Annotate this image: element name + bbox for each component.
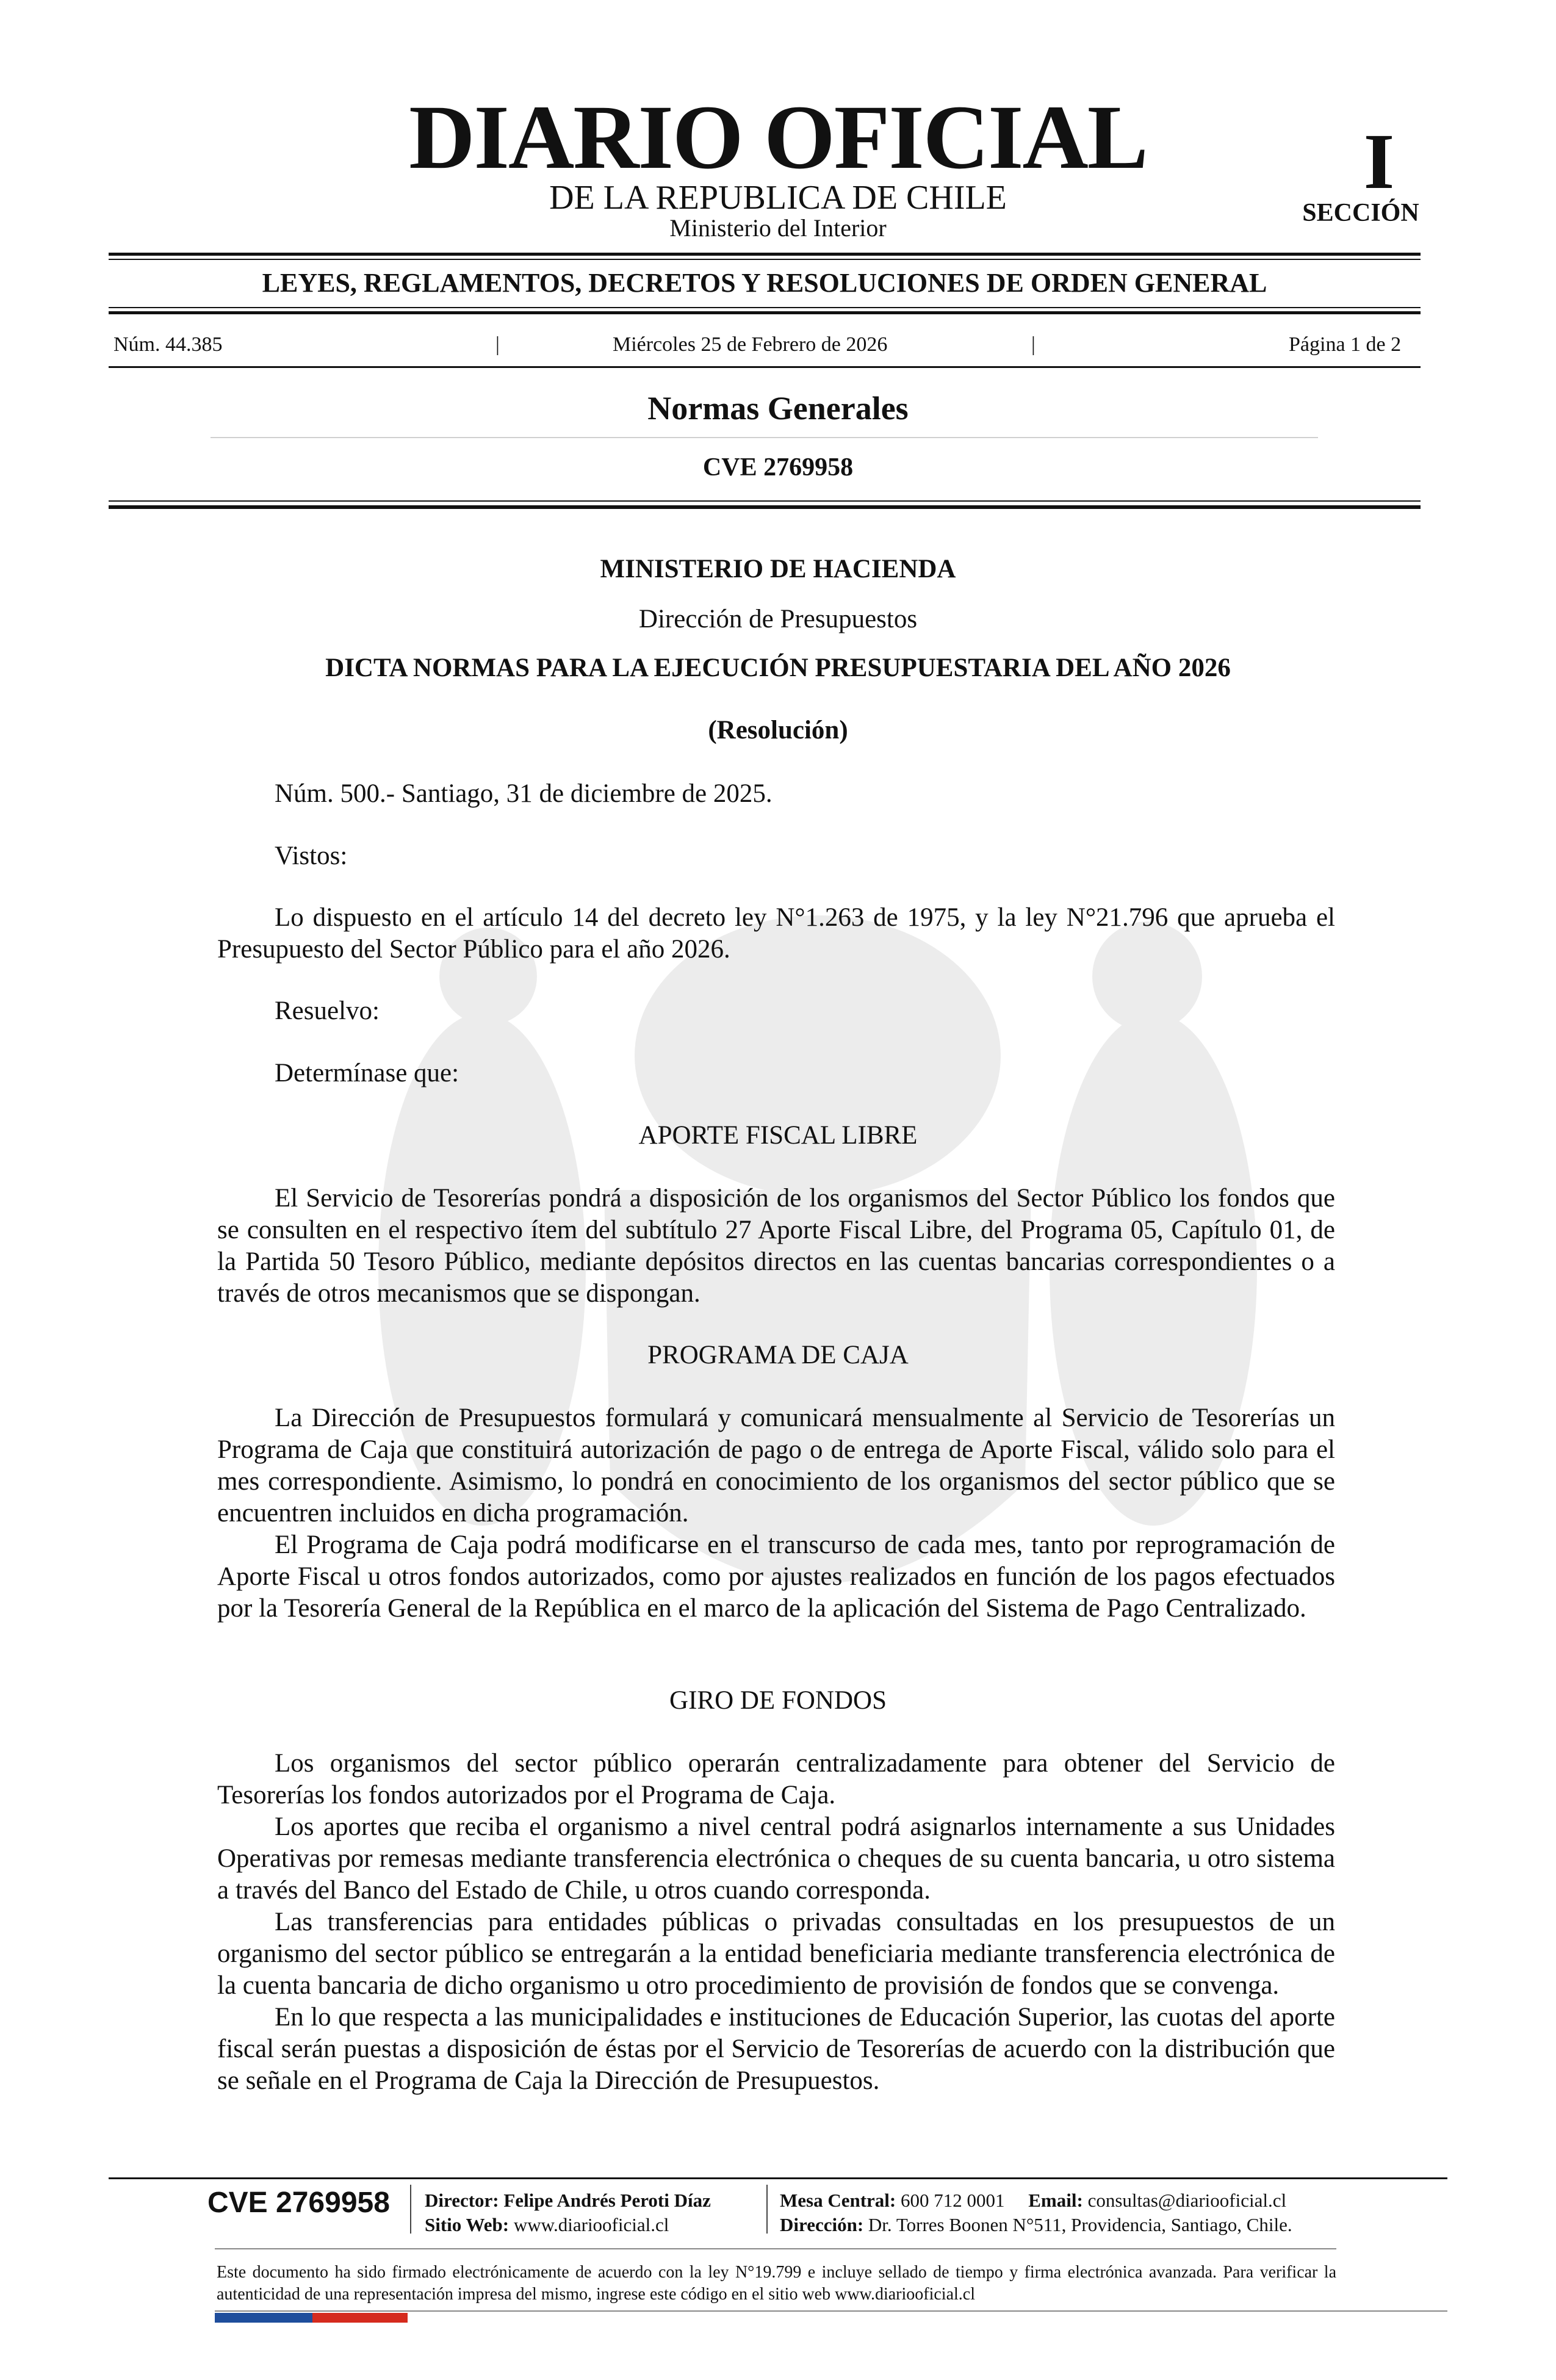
resuelvo-label: Resuelvo: (275, 997, 380, 1025)
paragraph: Los organismos del sector público operarán centralizadamente para obtener del Servicio de Tesorerías los fondos autorizados por el Programa de Caja. (217, 1749, 1335, 1809)
footer-rule (109, 2177, 1447, 2179)
email-label: Email: (1028, 2190, 1083, 2211)
banner-heading: LEYES, REGLAMENTOS, DECRETOS Y RESOLUCIONES DE ORDEN GENERAL (262, 268, 1267, 298)
banner-rule-thin (109, 307, 1421, 308)
doc-number-line: Núm. 500.- Santiago, 31 de diciembre de 2025. (275, 779, 773, 808)
vistos-label: Vistos: (275, 842, 348, 870)
paragraph: En lo que respecta a las municipalidades e instituciones de Educación Superior, las cuotas del aporte fiscal serán puestas a disposición de éstas por el Servicio de Tesorerías de acuerdo con la distribución que se señale en el Programa de Caja la Dirección de Presupuestos. (217, 2003, 1335, 2095)
section-heading: APORTE FISCAL LIBRE (638, 1121, 918, 1150)
email-link[interactable]: consultas@diariooficial.cl (1087, 2190, 1287, 2211)
banner-rule (109, 311, 1421, 314)
section-body (217, 1402, 1335, 1625)
doc-type: (Resolución) (708, 716, 848, 745)
meta-rule (109, 366, 1421, 368)
address-label: Dirección: (780, 2214, 864, 2235)
footer-divider (766, 2185, 768, 2234)
masthead-rule-top (109, 253, 1421, 256)
masthead-ministry: Ministerio del Interior (669, 214, 887, 242)
section-title-rule (211, 437, 1318, 438)
footer-disclaimer: Este documento ha sido firmado electrónicamente de acuerdo con la ley N°19.799 e incluye sellado de tiempo y firma electrónica avanzada. Para verificar la autenticidad de una representación impresa del mismo, ingrese este código en el sitio web www.diariooficial.cl (217, 2263, 1336, 2304)
masthead-subtitle: DE LA REPUBLICA DE CHILE (549, 179, 1007, 217)
website-link[interactable]: www.diariooficial.cl (513, 2214, 669, 2235)
paragraph: Las transferencias para entidades públicas o privadas consultadas en los presupuestos de un organismo del sector público se entregarán a la entidad beneficiaria mediante transferencia electrónica de la cuenta bancaria de dicho organismo u otro procedimiento de provisión de fondos que se convenga. (217, 1908, 1335, 2000)
paragraph: La Dirección de Presupuestos formulará y comunicará mensualmente al Servicio de Tesorerías un Programa de Caja que constituirá autorización de pago o de entrega de Aporte Fiscal, válido solo para el mes correspondiente. Asimismo, lo pondrá en conocimiento de los organismos del sector público que se encuentren incluidos en dicha programación. (217, 1404, 1335, 1527)
cve-rule-thin (109, 500, 1421, 502)
paragraph: Los aportes que reciba el organismo a nivel central podrá asignarlos internamente a sus Unidades Operativas por remesas mediante transferencia electrónica o cheques de su cuenta bancaria, u otro sistema a través del Banco del Estado de Chile, u otros cuando corresponda. (217, 1812, 1335, 1905)
determinase-label: Determínase que: (275, 1059, 459, 1087)
website-label: Sitio Web: (425, 2214, 510, 2235)
section-label: SECCIÓN (1302, 199, 1419, 227)
director-name: Felipe Andrés Peroti Díaz (503, 2190, 711, 2211)
paragraph: El Servicio de Tesorerías pondrá a disposición de los organismos del Sector Público los fondos que se consulten en el respectivo ítem del subtítulo 27 Aporte Fiscal Libre, del Programa 05, Capítulo 01, de la Partida 50 Tesoro Público, mediante depósitos directos en las cuentas bancarias correspondientes o a través de otros mecanismos que se dispongan. (217, 1184, 1335, 1308)
section-body (217, 1183, 1335, 1310)
section-heading: PROGRAMA DE CAJA (647, 1341, 909, 1369)
phone-number: 600 712 0001 (901, 2190, 1005, 2211)
address-text: Dr. Torres Boonen N°511, Providencia, Santiago, Chile. (868, 2214, 1292, 2235)
footer-cve: CVE 2769958 (207, 2187, 390, 2219)
issue-number: Núm. 44.385 (113, 333, 223, 356)
footer-divider (410, 2185, 411, 2234)
phone-label: Mesa Central: (780, 2190, 896, 2211)
cve-rule (109, 505, 1421, 509)
footer-director (425, 2188, 711, 2213)
flag-stripe-red (312, 2313, 408, 2323)
section-body (217, 1748, 1335, 2097)
footer-website (425, 2213, 669, 2237)
footer-contact (780, 2188, 1286, 2213)
doc-directorate: Dirección de Presupuestos (638, 605, 918, 633)
doc-title: DICTA NORMAS PARA LA EJECUCIÓN PRESUPUESTARIA DEL AÑO 2026 (325, 654, 1231, 682)
footer-address (780, 2213, 1292, 2237)
footer-thin-rule (215, 2248, 1336, 2249)
masthead-rule-top-thin (109, 259, 1421, 260)
flag-stripe-blue (215, 2313, 312, 2323)
section-number: I (1363, 118, 1395, 206)
cve-code: CVE 2769958 (702, 453, 854, 481)
page-indicator: Página 1 de 2 (1289, 333, 1402, 356)
masthead-title: DIARIO OFICIAL (409, 87, 1147, 188)
doc-ministry: MINISTERIO DE HACIENDA (600, 555, 956, 583)
director-label: Director: (425, 2190, 499, 2211)
vistos-text (217, 902, 1335, 965)
issue-date: Miércoles 25 de Febrero de 2026 (613, 333, 888, 356)
section-heading: GIRO DE FONDOS (669, 1686, 887, 1715)
paragraph: El Programa de Caja podrá modificarse en el transcurso de cada mes, tanto por reprogramación de Aporte Fiscal u otros fondos autorizados, como por ajustes realizados en función de los pagos efectuados por la Tesorería General de la República en el marco de la aplicación del Sistema de Pago Centralizado. (217, 1531, 1335, 1623)
paragraph: Lo dispuesto en el artículo 14 del decreto ley N°1.263 de 1975, y la ley N°21.796 que aprueba el Presupuesto del Sector Público para el año 2026. (217, 903, 1335, 964)
meta-separator: | (495, 333, 500, 356)
section-title: Normas Generales (647, 390, 909, 427)
footer-bottom-rule (215, 2310, 1447, 2312)
meta-separator: | (1031, 333, 1036, 356)
